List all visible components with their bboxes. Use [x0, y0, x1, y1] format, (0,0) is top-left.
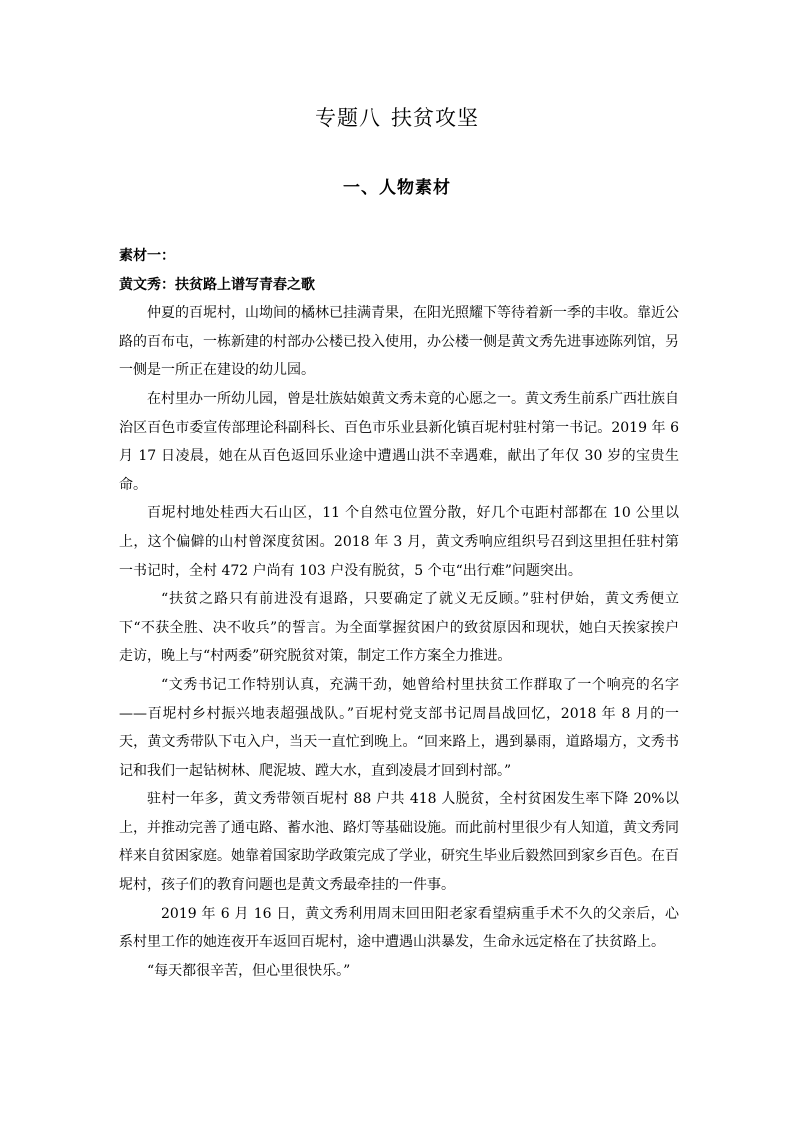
material-label: 素材一：	[119, 248, 175, 264]
paragraph: 百坭村地处桂西大石山区，11 个自然屯位置分散，好几个屯距村部都在 10 公里以上，这个偏僻的山村曾深度贫困。2018 年 3 月，黄文秀响应组织号召到这里担任驻村第一书记时，全村 472 户尚有 103 户没有脱贫，5 个屯“出行难”问题突出。	[119, 505, 679, 579]
section-heading: 一、人物素材	[343, 178, 451, 198]
material-title: 黄文秀：扶贫路上谱写青春之歌	[119, 276, 315, 293]
paragraph: “扶贫之路只有前进没有退路，只要确定了就义无反顾。”驻村伊始，黄文秀便立下“不获全胜、决不收兵”的誓言。为全面掌握贫困户的致贫原因和现状，她白天挨家挨户走访，晚上与“村两委”研究脱贫对策，制定工作方案全力推进。	[119, 591, 679, 665]
title-topic-number: 专题八	[315, 106, 381, 130]
paragraph: “每天都很辛苦，但心里很快乐。”	[147, 962, 351, 979]
paragraph: 2019 年 6 月 16 日，黄文秀利用周末回田阳老家看望病重手术不久的父亲后，心系村里工作的她连夜开车返回百坭村，途中遭遇山洪暴发，生命永远定格在了扶贫路上。	[119, 905, 679, 951]
paragraph: 仲夏的百坭村，山坳间的橘林已挂满青果，在阳光照耀下等待着新一季的丰收。靠近公路的百布屯，一栋新建的村部办公楼已投入使用，办公楼一侧是黄文秀先进事迹陈列馆，另一侧是一所正在建设的幼儿园。	[119, 305, 679, 379]
paragraph: “文秀书记工作特别认真，充满干劲，她曾给村里扶贫工作群取了一个响亮的名字——百坭村乡村振兴地表超强战队。”百坭村党支部书记周昌战回忆，2018 年 8 月的一天，黄文秀带队下屯入户，当天一直忙到晚上。“回来路上，遇到暴雨，道路塌方，文秀书记和我们一起钻树林、爬泥坡、蹚大水，直到凌晨才回到村部。”	[119, 676, 679, 779]
paragraph: 驻村一年多，黄文秀带领百坭村 88 户共 418 人脱贫，全村贫困发生率下降 20%以上，并推动完善了通屯路、蓄水池、路灯等基础设施。而此前村里很少有人知道，黄文秀同样来自贫困家庭。她靠着国家助学政策完成了学业，研究生毕业后毅然回到家乡百色。在百坭村，孩子们的教育问题也是黄文秀最牵挂的一件事。	[119, 791, 679, 894]
title-topic-name: 扶贫攻坚	[391, 106, 479, 130]
page-title	[0, 103, 794, 133]
document-body	[119, 242, 679, 985]
paragraph: 在村里办一所幼儿园，曾是壮族姑娘黄文秀未竟的心愿之一。黄文秀生前系广西壮族自治区百色市委宣传部理论科副科长、百色市乐业县新化镇百坭村驻村第一书记。2019 年 6 月 17 日凌晨，她在从百色返回乐业途中遭遇山洪不幸遇难，献出了年仅 30 岁的宝贵生命。	[119, 390, 679, 493]
